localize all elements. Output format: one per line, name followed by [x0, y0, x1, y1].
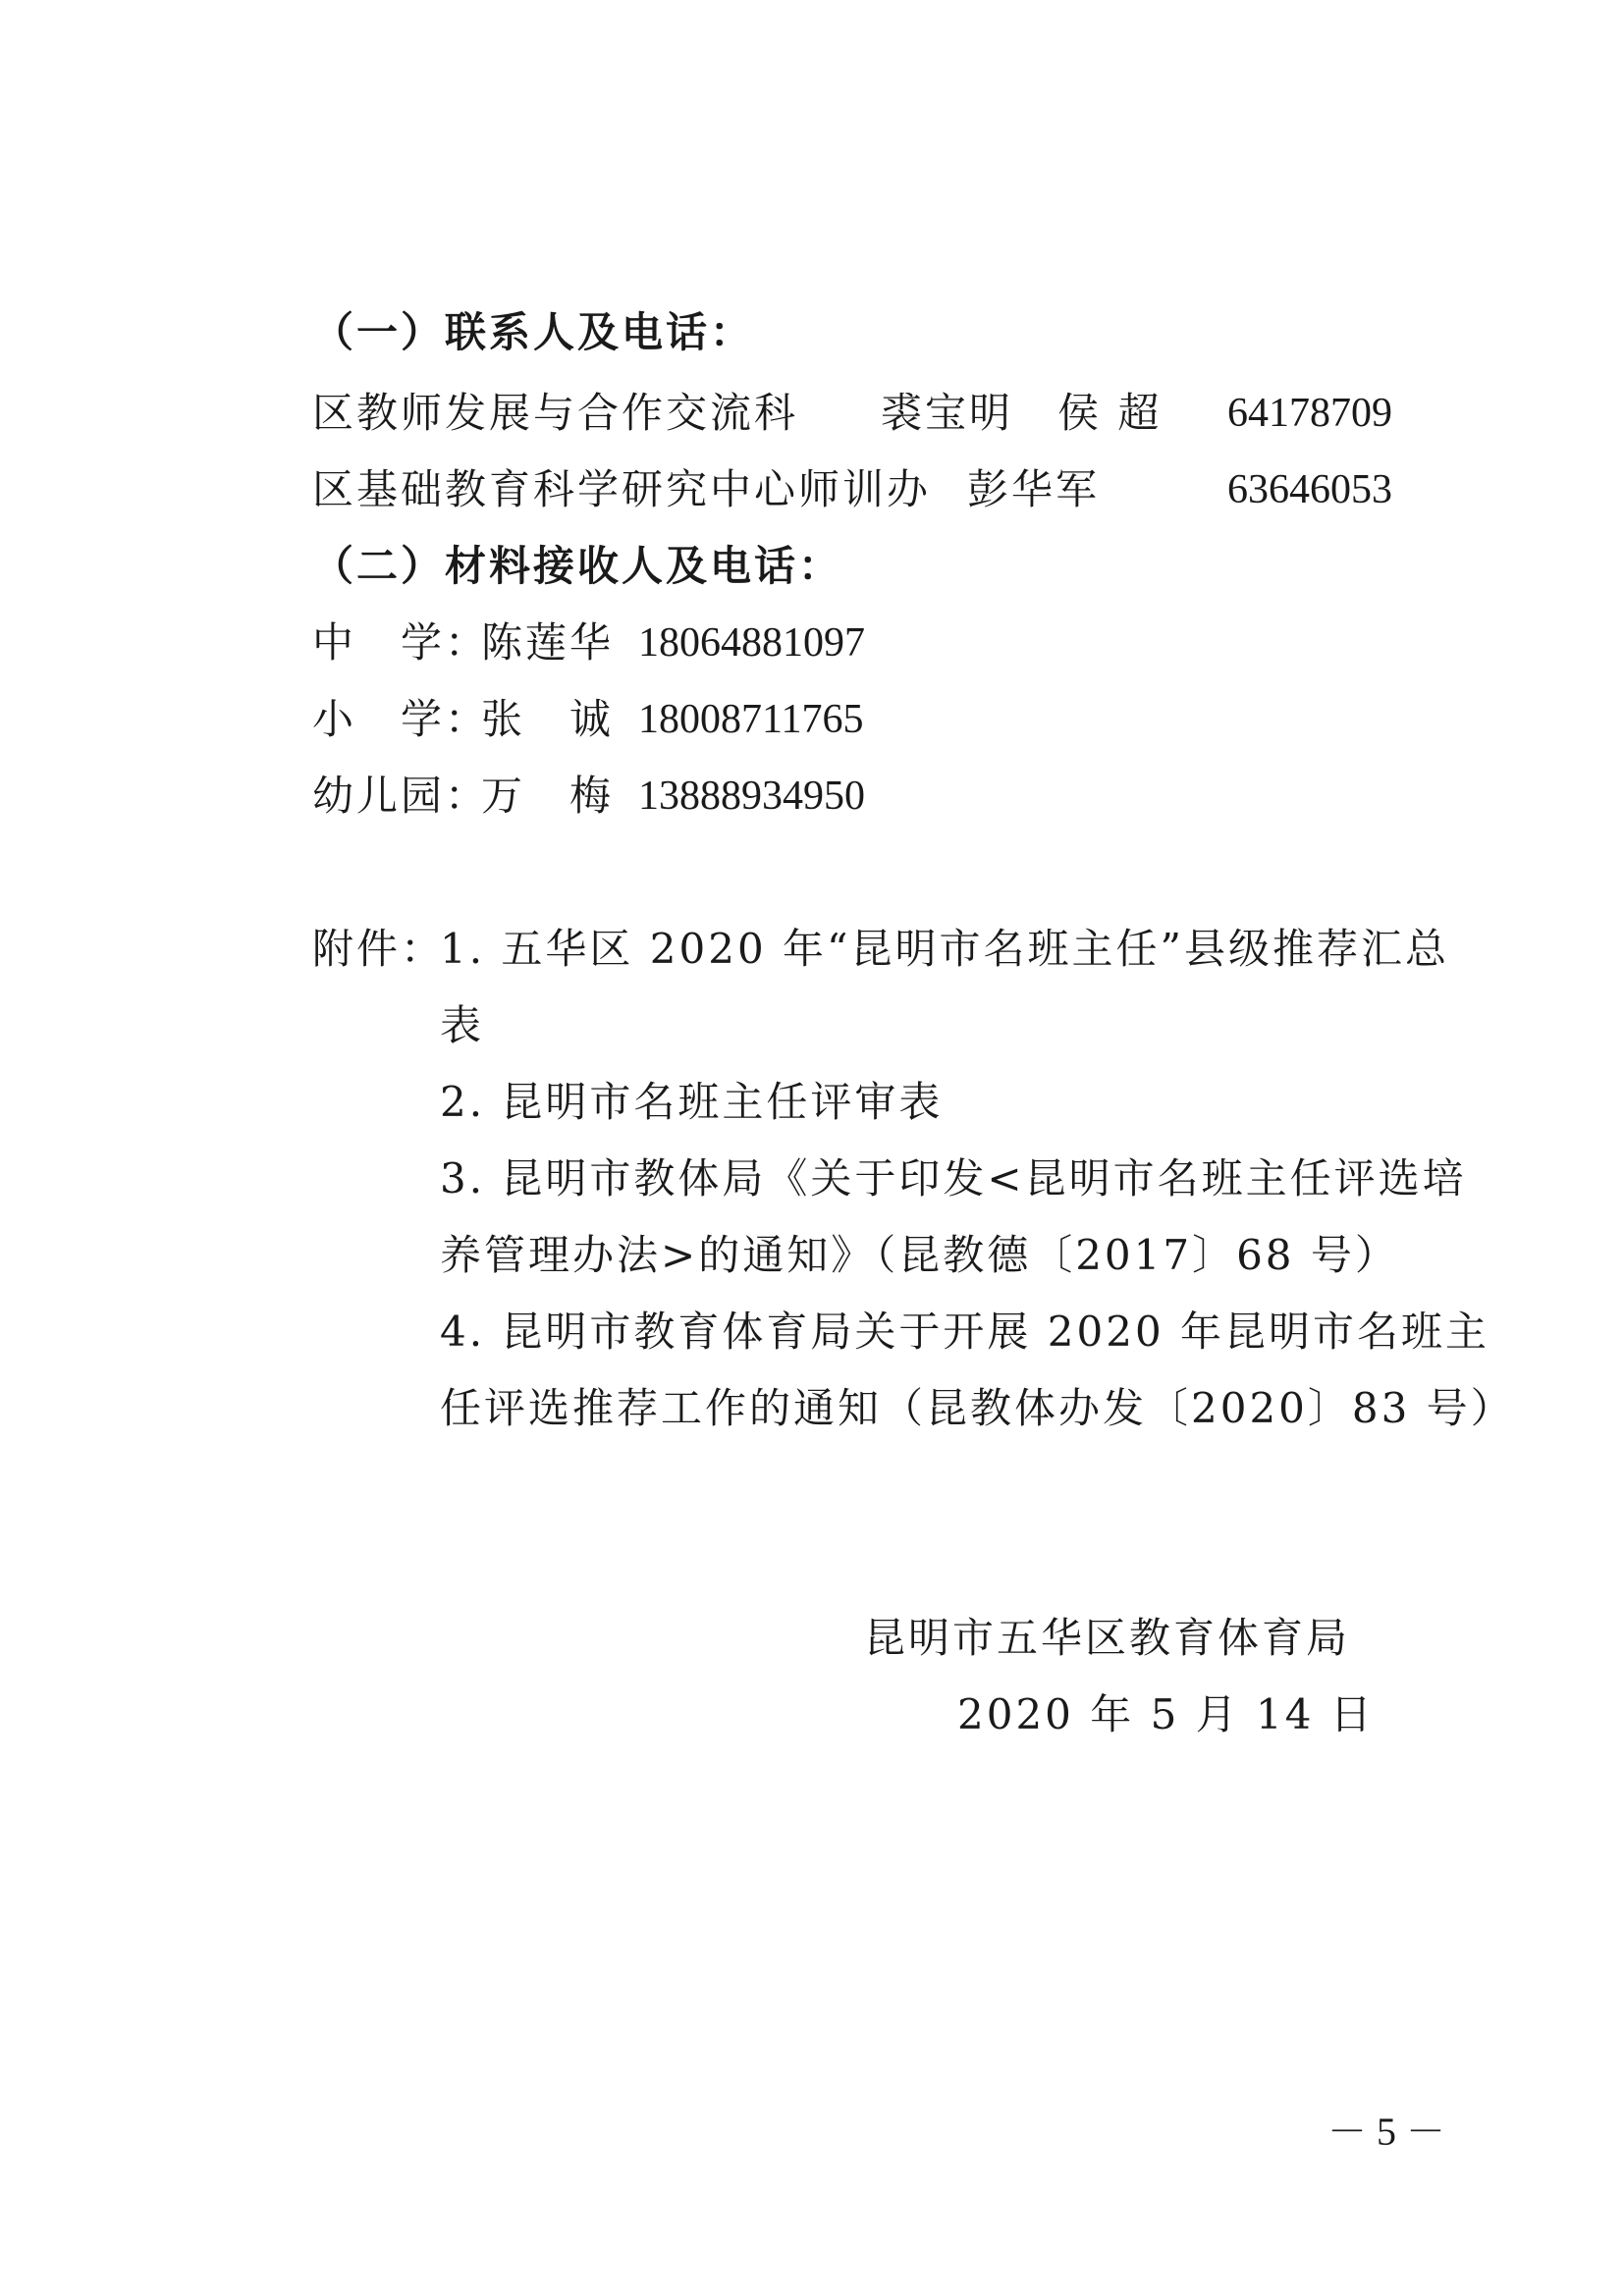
receiver-1-name: 陈莲华 — [481, 618, 615, 667]
signature-org: 昆明市五华区教育体育局 — [864, 1614, 1351, 1662]
contact-row-1-phone: 64178709 — [1227, 391, 1392, 436]
attachment-1-line1: 1. 五华区 2020 年“昆明市名班主任”县级推荐汇总 — [440, 925, 1449, 973]
receiver-2-phone: 18008711765 — [638, 697, 864, 742]
contact-row-2-dept: 区基础教育科学研究中心师训办 — [312, 465, 932, 513]
attachment-2-line1: 2. 昆明市名班主任评审表 — [440, 1078, 944, 1126]
contact-row-1-dept: 区教师发展与合作交流科 — [312, 389, 799, 437]
receiver-1-label: 中 学： — [312, 618, 490, 667]
attachments-label: 附件： — [312, 925, 446, 973]
contact-row-2-names: 彭华军 — [967, 465, 1101, 513]
attachment-1-line2: 表 — [440, 1001, 485, 1049]
receiver-1-phone: 18064881097 — [638, 620, 865, 666]
receiver-3-name: 万 梅 — [481, 772, 615, 820]
contacts-heading: （一）联系人及电话： — [312, 308, 755, 356]
receiver-2-name: 张 诚 — [481, 695, 615, 743]
receiver-3-label: 幼儿园： — [312, 772, 490, 820]
page-number: － 5 － — [1327, 2109, 1445, 2154]
attachment-4-line1: 4. 昆明市教育体育局关于开展 2020 年昆明市名班主 — [440, 1308, 1490, 1356]
contact-row-2-phone: 63646053 — [1227, 467, 1392, 512]
attachment-4-line2: 任评选推荐工作的通知（昆教体办发〔2020〕83 号） — [440, 1384, 1515, 1432]
receiver-3-phone: 13888934950 — [638, 774, 865, 819]
contact-row-1-names: 裘宝明 侯 超 — [881, 389, 1163, 437]
attachment-3-line1: 3. 昆明市教体局《关于印发<昆明市名班主任评选培 — [440, 1154, 1467, 1202]
receivers-heading: （二）材料接收人及电话： — [312, 542, 843, 590]
signature-date: 2020 年 5 月 14 日 — [957, 1690, 1375, 1738]
attachment-3-line2: 养管理办法>的通知》（昆教德〔2017〕68 号） — [440, 1231, 1399, 1279]
receiver-2-label: 小 学： — [312, 695, 490, 743]
